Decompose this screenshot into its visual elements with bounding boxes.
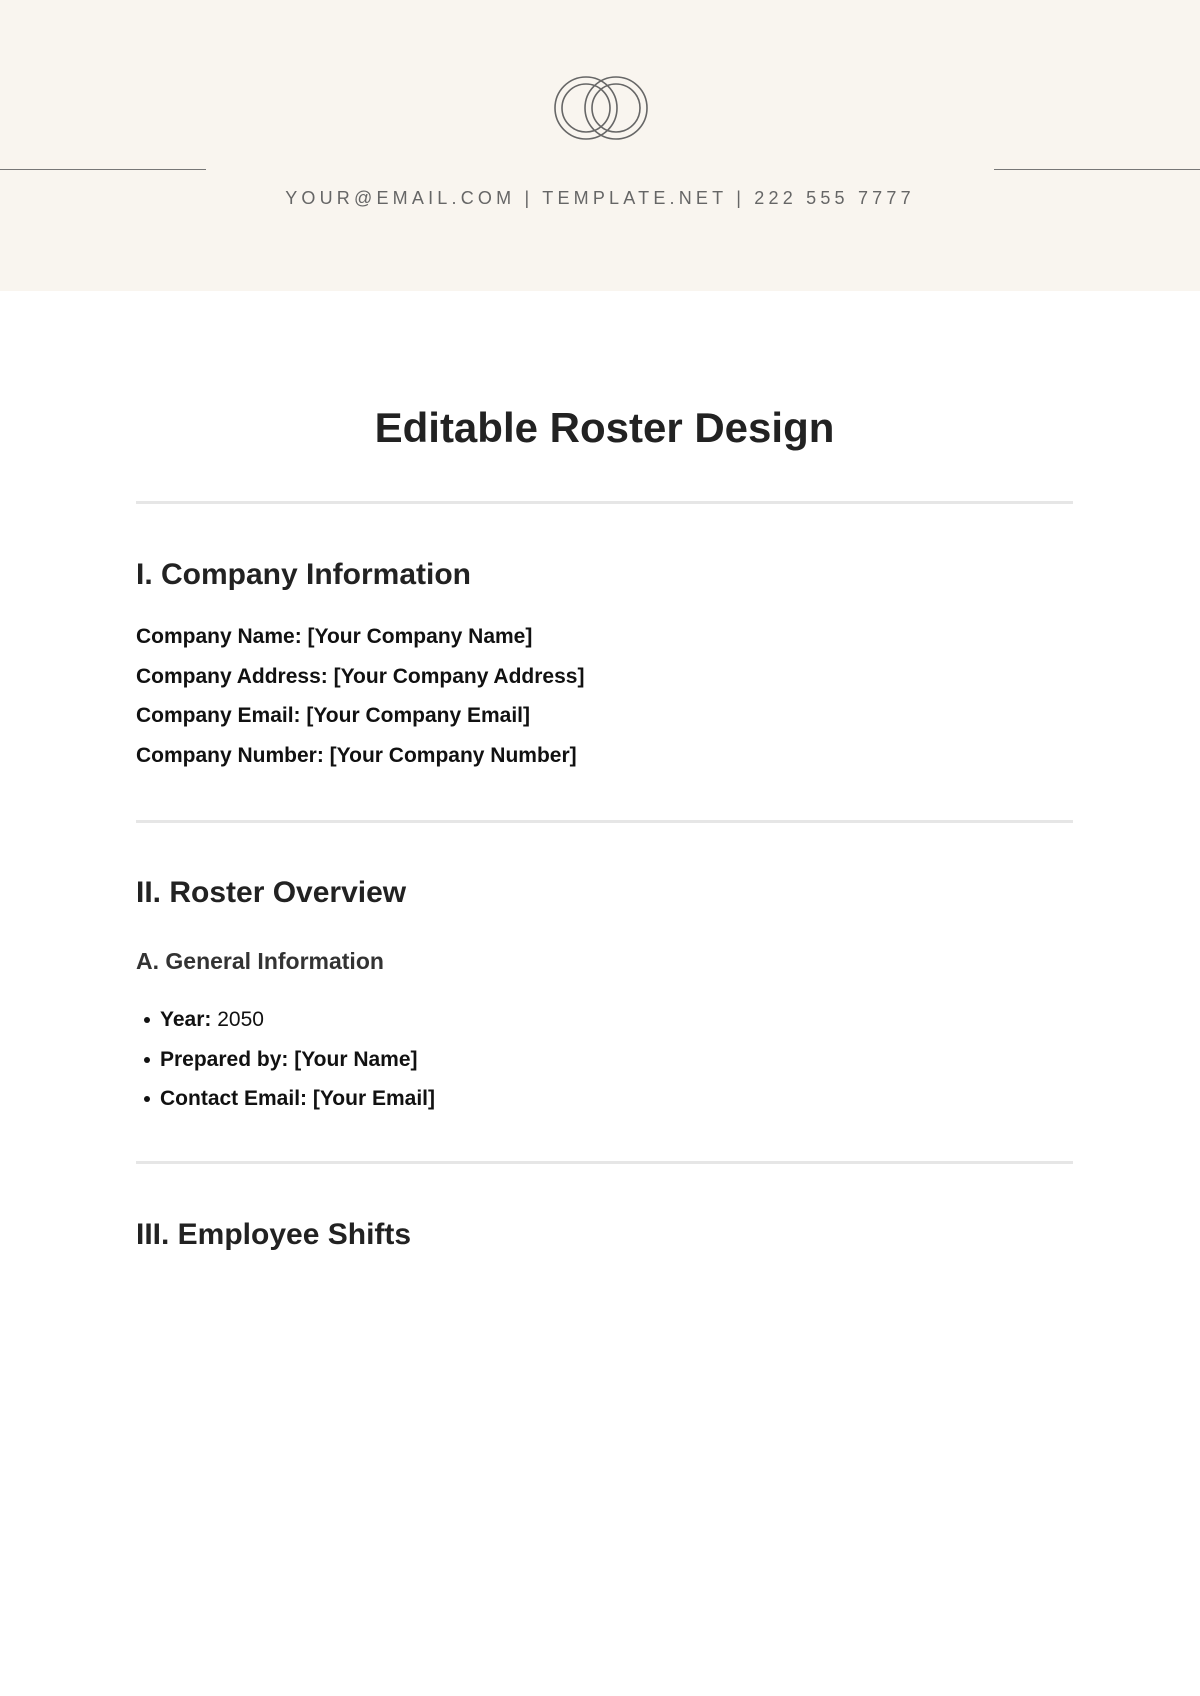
section-heading-roster-overview: II. Roster Overview	[136, 876, 407, 909]
item-value: 2050	[217, 1008, 264, 1031]
company-name-line: Company Name: [Your Company Name]	[136, 625, 533, 648]
item-label: Year:	[160, 1008, 218, 1031]
header-rule-right	[994, 169, 1200, 170]
bullet-icon	[144, 1057, 150, 1063]
bullet-icon	[144, 1096, 150, 1102]
document-title: Editable Roster Design	[374, 404, 835, 451]
section-divider	[136, 1161, 1073, 1164]
subheading-general-information: A. General Information	[136, 948, 384, 974]
page-header	[0, 0, 1200, 291]
general-information-list	[136, 1000, 435, 1119]
company-address-line: Company Address: [Your Company Address]	[136, 664, 585, 688]
item-value: [Your Name]	[294, 1047, 418, 1071]
bullet-icon	[144, 1017, 150, 1023]
company-number-line: Company Number: [Your Company Number]	[136, 743, 577, 767]
section-heading-company-information: I. Company Information	[136, 558, 472, 591]
interlocking-rings-icon	[552, 74, 650, 142]
list-item-prepared-by	[136, 1040, 435, 1080]
company-email-line: Company Email: [Your Company Email]	[136, 704, 531, 727]
section-heading-employee-shifts: III. Employee Shifts	[136, 1218, 412, 1251]
company-information-list	[136, 617, 584, 775]
item-label: Prepared by:	[160, 1047, 295, 1071]
list-item-year	[136, 1000, 435, 1040]
section-divider	[136, 501, 1073, 504]
list-item-contact-email	[136, 1079, 435, 1119]
header-rule-left	[0, 169, 206, 170]
item-value: [Your Email]	[312, 1087, 435, 1110]
contact-line: YOUR@EMAIL.COM | TEMPLATE.NET | 222 555 7777	[285, 188, 915, 208]
item-label: Contact Email:	[160, 1087, 313, 1110]
section-divider	[136, 820, 1073, 823]
